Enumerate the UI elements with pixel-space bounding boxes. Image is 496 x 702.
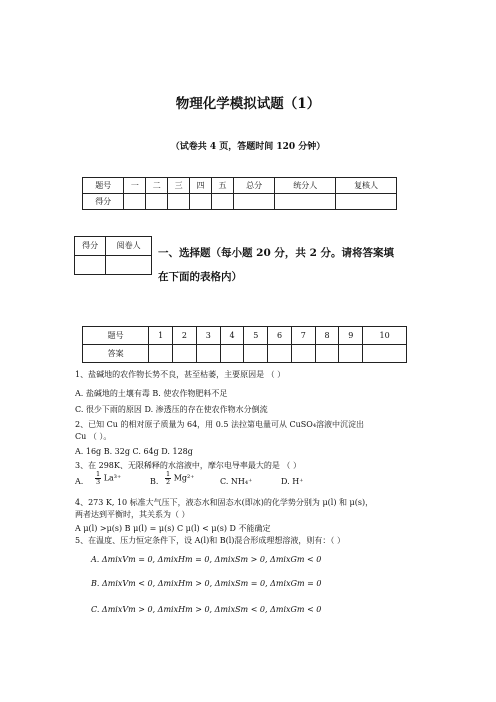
- answer-row-label: 答案: [83, 345, 149, 363]
- question-4-cont: 两者达到平衡时，其关系为（ ）: [75, 510, 190, 519]
- question-4-options: A μ(l) >μ(s) B μ(l) = μ(s) C μ(l) < μ(s) D 不能确定: [75, 524, 271, 533]
- question-5: 5、在温度、压力恒定条件下，设 A(l)和 B(l)混合形成理想溶液，则有：（ ）: [75, 536, 345, 545]
- fraction-denominator: 2: [166, 478, 171, 486]
- answer-cell[interactable]: [220, 345, 244, 363]
- score-header-cell: 题号: [83, 178, 124, 194]
- score-header-cell: 复核人: [336, 178, 397, 194]
- option-c: C. NH₄⁺: [220, 477, 253, 486]
- score-cell[interactable]: [146, 194, 168, 210]
- grader-name-label: 阅卷人: [106, 237, 152, 256]
- score-header-cell: 统分人: [275, 178, 336, 194]
- score-cell[interactable]: [124, 194, 146, 210]
- table-row: [75, 256, 152, 275]
- table-row: [83, 178, 397, 194]
- answer-cell[interactable]: [291, 345, 315, 363]
- option-a-fraction: [95, 471, 121, 486]
- answer-cell[interactable]: [363, 345, 407, 363]
- score-header-cell: 四: [190, 178, 212, 194]
- fraction: [165, 471, 171, 486]
- answer-header-cell: 1: [149, 327, 173, 345]
- question-2-options: A. 16g B. 32g C. 64g D. 128g: [75, 447, 193, 456]
- score-header-cell: 总分: [233, 178, 274, 194]
- score-cell[interactable]: [168, 194, 190, 210]
- section-heading-line: 在下面的表格内）: [158, 271, 242, 283]
- section-heading: [158, 241, 408, 289]
- fraction: [95, 471, 101, 486]
- answer-cell[interactable]: [149, 345, 173, 363]
- answer-cell[interactable]: [339, 345, 363, 363]
- score-header-cell: 一: [124, 178, 146, 194]
- option-b-fraction: [165, 471, 194, 486]
- grader-score-label: 得分: [75, 237, 106, 256]
- score-header-cell: 二: [146, 178, 168, 194]
- answer-table: [82, 326, 407, 363]
- question-4: 4、273 K, 10 标准大气压下，液态水和固态水(即冰)的化学势分别为 μ(l) 和 μ(s)，: [75, 498, 374, 507]
- answer-cell[interactable]: [268, 345, 292, 363]
- score-row-label: 得分: [83, 194, 124, 210]
- option-b-ion: Mg²⁺: [173, 473, 195, 483]
- grader-score-cell[interactable]: [75, 256, 106, 275]
- question-2: 2、已知 Cu 的相对原子质量为 64，用 0.5 法拉第电量可从 CuSO₄溶液中沉淀出: [75, 420, 365, 429]
- option-a-ion: La³⁺: [103, 473, 122, 483]
- section-heading-line: 一、选择题（每小题 20 分，共 2 分。请将答案填: [158, 247, 395, 259]
- table-row: [83, 327, 407, 345]
- score-cell[interactable]: [190, 194, 212, 210]
- grader-box: [74, 236, 152, 275]
- score-cell[interactable]: [275, 194, 336, 210]
- table-row: [83, 194, 397, 210]
- option-b-label: B.: [150, 477, 159, 486]
- answer-header-cell: 2: [173, 327, 197, 345]
- question-1-options-ab: A. 盐碱地的土壤有毒 B. 使农作物肥料不足: [75, 389, 228, 398]
- question-5-option-c: C. ΔmixVm > 0, ΔmixHm > 0, ΔmixSm < 0, ΔmixGm < 0: [91, 605, 322, 614]
- question-5-option-b: B. ΔmixVm < 0, ΔmixHm > 0, ΔmixSm = 0, ΔmixGm = 0: [91, 579, 322, 588]
- score-header-cell: 三: [168, 178, 190, 194]
- fraction-denominator: 3: [96, 478, 101, 486]
- question-3-options: [75, 471, 420, 493]
- answer-header-cell: 6: [268, 327, 292, 345]
- score-table: [82, 177, 397, 210]
- score-header-cell: 五: [212, 178, 234, 194]
- question-5-option-a: A. ΔmixVm = 0, ΔmixHm = 0, ΔmixSm > 0, ΔmixGm < 0: [91, 555, 322, 564]
- page-title: 物理化学模拟试题（1）: [175, 96, 321, 112]
- fraction-numerator: 1: [96, 470, 101, 478]
- answer-cell[interactable]: [244, 345, 268, 363]
- answer-cell[interactable]: [173, 345, 197, 363]
- grader-name-cell[interactable]: [106, 256, 152, 275]
- answer-header-cell: 4: [220, 327, 244, 345]
- answer-header-cell: 5: [244, 327, 268, 345]
- answer-header-cell: 9: [339, 327, 363, 345]
- option-d: D. H⁺: [281, 477, 304, 486]
- answer-cell[interactable]: [196, 345, 220, 363]
- question-3: 3、在 298K、无限稀释的水溶液中，摩尔电导率最大的是 （ ）: [75, 461, 301, 470]
- answer-header-cell: 7: [291, 327, 315, 345]
- table-row: [83, 345, 407, 363]
- option-a-label: A.: [75, 477, 84, 486]
- answer-header-cell: 3: [196, 327, 220, 345]
- answer-cell[interactable]: [315, 345, 339, 363]
- question-1-options-cd: C. 很少下雨的原因 D. 渗透压的存在使农作物水分倒流: [75, 405, 268, 414]
- score-cell[interactable]: [336, 194, 397, 210]
- table-row: [75, 237, 152, 256]
- score-cell[interactable]: [233, 194, 274, 210]
- question-1: 1、盐碱地的农作物长势不良，甚至枯萎，主要原因是 （ ）: [75, 370, 286, 379]
- score-cell[interactable]: [212, 194, 234, 210]
- page-subtitle: （试卷共 4 页，答题时间 120 分钟）: [170, 142, 326, 152]
- answer-header-cell: 题号: [83, 327, 149, 345]
- answer-header-cell: 10: [363, 327, 407, 345]
- answer-header-cell: 8: [315, 327, 339, 345]
- question-2-cont: Cu （ ）。: [75, 432, 112, 441]
- fraction-numerator: 1: [166, 470, 171, 478]
